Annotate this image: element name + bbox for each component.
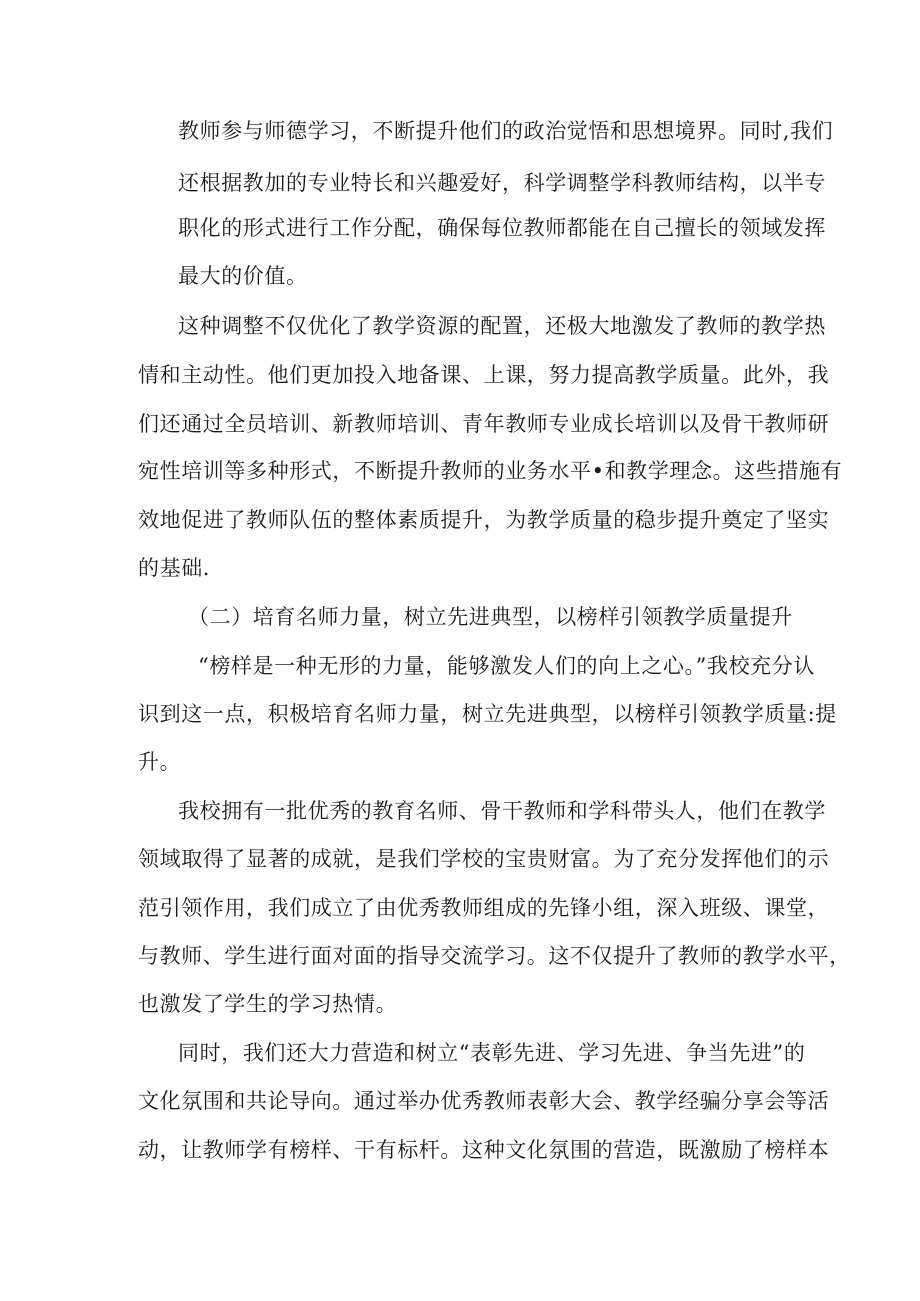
text-line: 动，让教师学有榜样、干有标杆。这种文化氛围的营造，既激励了榜样本 bbox=[138, 1138, 830, 1162]
text-line: 领域取得了显著的成就，是我们学校的宝贵财富。为了充分发挥他们的示 bbox=[138, 847, 830, 871]
text-line: 也激发了学生的学习热情。 bbox=[138, 992, 398, 1016]
text-line: 情和主动性。他们更加投入地备课、上课，努力提高教学质量。此外，我 bbox=[138, 363, 830, 387]
text-line: 这种调整不仅优化了教学资源的配置，还极大地激发了教师的教学热 bbox=[178, 314, 826, 338]
text-line: 宛性培训等多种形式，不断提升教师的业务水平•和教学理念。这些措施有 bbox=[138, 459, 843, 483]
text-line: 还根据教加的专业特长和兴趣爱好，科学调整学科教师结构，以半专 bbox=[178, 171, 826, 195]
text-line: 范引领作用，我们成立了由优秀教师组成的先锋小组，深入班级、课堂， bbox=[138, 896, 830, 920]
text-line: 效地促进了教师队伍的整体素质提升，为教学质量的稳步提升奠定了坚实 bbox=[138, 508, 830, 532]
text-line: 我校拥有一批优秀的教育名师、骨干教师和学科带头人，他们在教学 bbox=[178, 799, 826, 823]
text-line: 职化的形式进行工作分配，确保每位教师都能在自己擅长的领域发挥 bbox=[178, 216, 826, 240]
text-line: 的基础. bbox=[138, 556, 211, 580]
text-line: 教师参与师德学习，不断提升他们的政治觉悟和思想境界。同时,我们 bbox=[178, 119, 834, 143]
text-line: 最大的价值。 bbox=[178, 264, 308, 288]
text-line: 升。 bbox=[138, 750, 182, 774]
text-line: 文化氛围和共论导向。通过举办优秀教师表彰大会、教学经骗分享会等活 bbox=[138, 1089, 830, 1113]
text-line: 同时，我们还大力营造和树立“表彰先进、学习先进、争当先进”的 bbox=[178, 1041, 806, 1065]
text-line: “榜样是一种无形的力量，能够激发人们的向上之心。”我校充分认 bbox=[198, 654, 815, 678]
text-line: 识到这一点，积极培育名师力量，树立先进典型，以榜样引领教学质量:提 bbox=[138, 702, 837, 726]
text-line: 与教师、学生进行面对面的指导交流学习。这不仅提升了教师的教学水平， bbox=[138, 944, 851, 968]
text-line: 们还通过全员培训、新教师培训、青年教师专业成长培训以及骨干教师研 bbox=[138, 412, 830, 436]
section-heading: （二）培育名师力量，树立先进典型，以榜样引领教学质量提升 bbox=[188, 605, 793, 629]
